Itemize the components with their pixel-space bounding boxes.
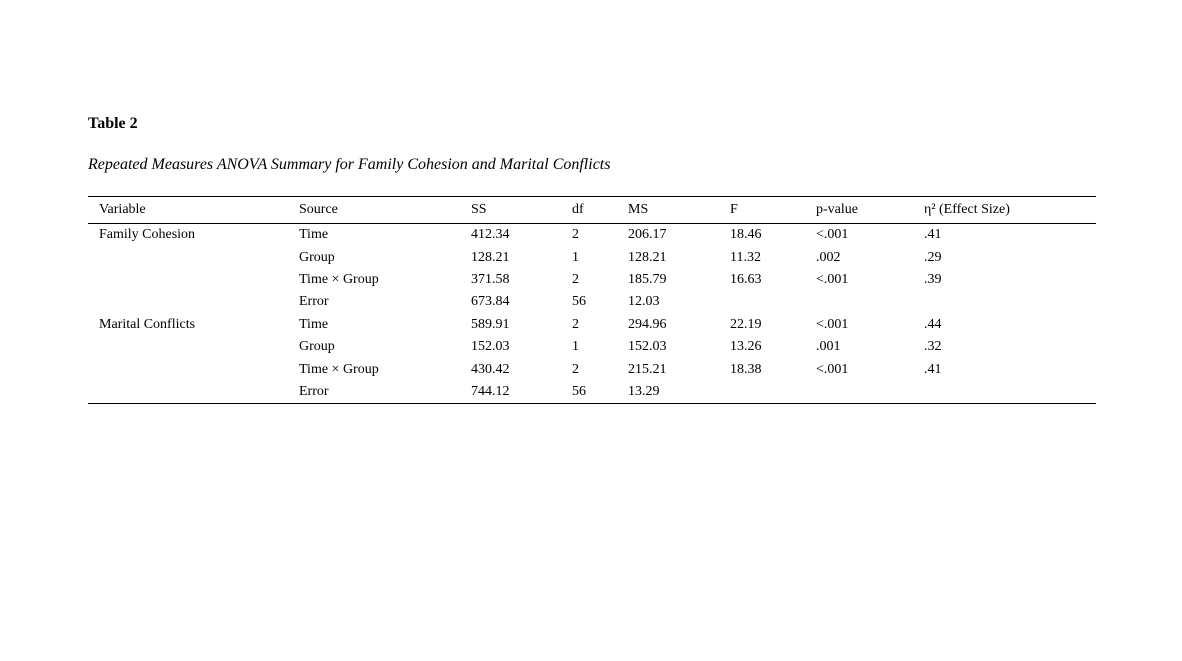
anova-table (88, 196, 1096, 404)
cell-f: 18.38 (730, 361, 762, 377)
header-ss: SS (471, 202, 487, 217)
cell-ms: 13.29 (628, 383, 660, 399)
cell-df: 2 (572, 227, 579, 243)
cell-variable: Marital Conflicts (99, 316, 196, 332)
cell-p-value: <.001 (816, 227, 849, 243)
header-df: df (572, 202, 584, 217)
cell-effect-size: .41 (924, 361, 942, 377)
cell-source: Error (299, 383, 329, 399)
cell-source: Time (299, 316, 329, 332)
cell-df: 2 (572, 271, 579, 287)
cell-p-value: .001 (816, 339, 841, 355)
table-caption: Repeated Measures ANOVA Summary for Family Cohesion and Marital Conflicts (88, 156, 611, 173)
header-variable: Variable (99, 202, 146, 217)
cell-f: 11.32 (730, 249, 761, 265)
cell-df: 2 (572, 316, 579, 332)
cell-ss: 128.21 (471, 249, 510, 265)
cell-ms: 128.21 (628, 249, 667, 265)
cell-source: Time × Group (299, 271, 379, 287)
table-row (88, 314, 1096, 336)
cell-ss: 430.42 (471, 361, 510, 377)
cell-effect-size (924, 381, 1096, 404)
cell-effect-size: .29 (924, 249, 942, 265)
table-row (88, 269, 1096, 291)
cell-ss: 412.34 (471, 227, 510, 243)
cell-variable (88, 358, 299, 380)
cell-f: 13.26 (730, 339, 762, 355)
header-f: F (730, 202, 738, 217)
cell-ms: 294.96 (628, 316, 667, 332)
cell-ss: 152.03 (471, 339, 510, 355)
header-p-value: p-value (816, 202, 858, 217)
cell-variable (88, 381, 299, 404)
cell-p-value: <.001 (816, 361, 849, 377)
cell-p-value (816, 381, 924, 404)
cell-variable (88, 269, 299, 291)
cell-ms: 12.03 (628, 294, 660, 310)
cell-effect-size: .44 (924, 316, 942, 332)
cell-source: Time × Group (299, 361, 379, 377)
table-row (88, 381, 1096, 404)
cell-ms: 206.17 (628, 227, 667, 243)
table-label: Table 2 (88, 115, 138, 132)
cell-ms: 152.03 (628, 339, 667, 355)
header-source: Source (299, 202, 338, 217)
cell-variable (88, 291, 299, 313)
header-ms: MS (628, 202, 649, 217)
cell-ss: 371.58 (471, 271, 510, 287)
cell-source: Group (299, 249, 335, 265)
cell-effect-size: .41 (924, 227, 942, 243)
cell-variable: Family Cohesion (99, 227, 196, 243)
cell-source: Group (299, 339, 335, 355)
cell-ms: 185.79 (628, 271, 667, 287)
cell-df: 1 (572, 249, 579, 265)
cell-df: 2 (572, 361, 579, 377)
cell-f (730, 381, 816, 404)
cell-f: 18.46 (730, 227, 762, 243)
cell-effect-size: .32 (924, 339, 942, 355)
cell-df: 56 (572, 294, 586, 310)
table-row (88, 246, 1096, 268)
cell-df: 1 (572, 339, 579, 355)
table-row (88, 224, 1096, 247)
cell-source: Error (299, 294, 329, 310)
cell-effect-size: .39 (924, 271, 942, 287)
cell-df: 56 (572, 383, 586, 399)
table-row (88, 291, 1096, 313)
table-row (88, 336, 1096, 358)
cell-effect-size (924, 291, 1096, 313)
cell-ss: 673.84 (471, 294, 510, 310)
cell-f: 16.63 (730, 271, 762, 287)
cell-f (730, 291, 816, 313)
cell-source: Time (299, 227, 329, 243)
cell-ms: 215.21 (628, 361, 667, 377)
cell-variable (88, 336, 299, 358)
table-row (88, 358, 1096, 380)
cell-p-value: <.001 (816, 271, 849, 287)
cell-p-value: <.001 (816, 316, 849, 332)
header-effect-size: η² (Effect Size) (924, 202, 1010, 217)
cell-f: 22.19 (730, 316, 762, 332)
cell-p-value (816, 291, 924, 313)
cell-p-value: .002 (816, 249, 841, 265)
cell-ss: 589.91 (471, 316, 510, 332)
table-header-row (88, 197, 1096, 224)
cell-variable (88, 246, 299, 268)
cell-ss: 744.12 (471, 383, 510, 399)
